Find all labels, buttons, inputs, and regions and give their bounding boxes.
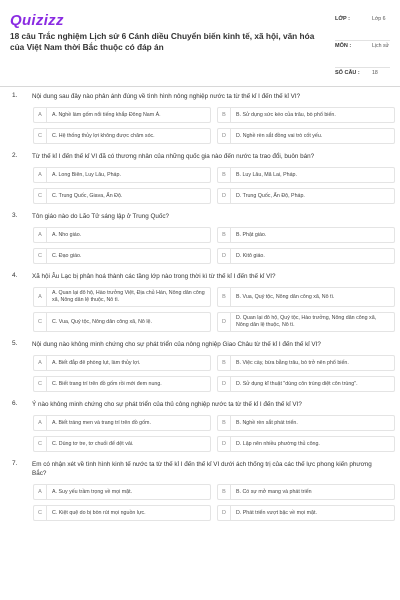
question-header [0,340,400,349]
option-letter: A [34,356,47,370]
options-grid [33,484,400,521]
option-letter: C [34,189,47,203]
option-letter: D [218,129,231,143]
option-letter: C [34,506,47,520]
question-number: 7. [12,460,18,467]
option-text: C. Đạo giáo. [52,252,82,259]
answer-option-1-b[interactable] [217,107,395,123]
answer-option-4-c[interactable] [33,312,211,332]
option-text: B. Việc cày, bừa bằng trâu, bò trở nên phổ biến. [236,359,349,366]
answer-option-4-d[interactable] [217,312,395,332]
worksheet-header [0,0,400,87]
grade-value: Lớp 6 [372,16,386,22]
meta-table [335,14,390,84]
answer-option-6-b[interactable] [217,415,395,431]
option-text: B. Có sự mở mang và phát triển [236,488,312,495]
option-letter: A [34,416,47,430]
count-value: 18 [372,70,378,76]
option-letter: B [218,416,231,430]
answer-option-7-c[interactable] [33,505,211,521]
option-letter: C [34,313,47,331]
option-text: B. Vua, Quý tộc, Nông dân công xã, Nô tì. [236,293,335,300]
question-1 [0,92,400,144]
option-text: D. Kitô giáo. [236,252,265,259]
answer-option-5-d[interactable] [217,376,395,392]
option-letter: C [34,249,47,263]
option-letter: B [218,356,231,370]
question-header [0,460,400,478]
option-text: A. Nho giáo. [52,231,82,238]
option-letter: A [34,168,47,182]
question-header [0,400,400,409]
meta-row-subject [335,41,390,68]
question-6 [0,400,400,452]
answer-option-4-b[interactable] [217,287,395,307]
question-number: 4. [12,272,18,279]
option-letter: C [34,437,47,451]
options-grid [33,355,400,392]
answer-option-7-b[interactable] [217,484,395,500]
option-letter: D [218,506,231,520]
option-letter: A [34,288,47,306]
answer-option-3-c[interactable] [33,248,211,264]
option-text: A. Nghề làm gốm nổi tiếng khắp Đông Nam Á. [52,111,161,118]
question-4 [0,272,400,332]
question-2 [0,152,400,204]
option-text: C. Dùng tơ tre, tơ chuối để dệt vải. [52,440,134,447]
question-3 [0,212,400,264]
answer-option-6-c[interactable] [33,436,211,452]
answer-option-2-b[interactable] [217,167,395,183]
option-text: A. Biết tráng men và trang trí trên đồ gốm. [52,419,151,426]
option-letter: A [34,108,47,122]
answer-option-5-a[interactable] [33,355,211,371]
option-text: C. Hệ thống thủy lợi không được chăm sóc. [52,132,155,139]
option-text: A. Long Biên, Luy Lâu, Pháp. [52,171,121,178]
options-grid [33,107,400,144]
question-header [0,212,400,221]
question-text: Tôn giáo nào do Lão Tử sáng lập ở Trung Quốc? [32,213,170,220]
option-text: C. Biết trang trí trên đồ gốm rồi mới đem nung. [52,380,162,387]
meta-row-count [335,68,390,84]
option-text: D. Nghề rèn sắt đồng vai trò cốt yếu. [236,132,323,139]
answer-option-6-a[interactable] [33,415,211,431]
option-letter: C [34,129,47,143]
answer-option-2-d[interactable] [217,188,395,204]
question-number: 2. [12,152,18,159]
question-header [0,272,400,281]
option-letter: D [218,189,231,203]
quizizz-logo: Quizizz [10,12,64,29]
question-number: 3. [12,212,18,219]
option-letter: B [218,108,231,122]
option-letter: D [218,377,231,391]
question-text: Từ thế kỉ I đến thế kỉ VI đã có thương nhân của những quốc gia nào đến nước ta trao đổi, buôn bán? [32,153,315,160]
option-letter: B [218,228,231,242]
answer-option-2-a[interactable] [33,167,211,183]
option-text: C. Vua, Quý tộc, Nông dân công xã, Nô lệ. [52,318,152,325]
question-header [0,92,400,101]
question-text: Nội dung sau đây nào phản ánh đúng về tình hình nông nghiệp nước ta từ thế kỉ I đến thế kỉ VI? [32,93,301,100]
option-text: B. Phật giáo. [236,231,267,238]
question-number: 1. [12,92,18,99]
options-grid [33,415,400,452]
option-letter: C [34,377,47,391]
question-text: Nội dung nào không minh chứng cho sự phát triển của nông nghiệp Giao Châu từ thế kỉ I đến thế kỉ VI? [32,341,321,348]
option-text: C. Trung Quốc, Giava, Ấn Độ. [52,192,123,199]
option-letter: D [218,437,231,451]
document-title: 18 câu Trắc nghiệm Lịch sử 6 Cánh diều Chuyển biến kinh tế, xã hội, văn hóa của Việt Nam thời Bắc thuộc có đáp án [10,31,315,52]
question-list [0,92,400,529]
answer-option-3-b[interactable] [217,227,395,243]
question-text: Ý nào không minh chứng cho sự phát triển của thủ công nghiệp nước ta từ thế kỉ I đến thế kỉ VI? [32,401,302,408]
answer-option-3-a[interactable] [33,227,211,243]
option-text: D. Trung Quốc, Ấn Độ, Pháp. [236,192,305,199]
option-text: A. Biết đắp đê phòng lụt, làm thủy lợi. [52,359,141,366]
question-7 [0,460,400,521]
option-text: B. Sử dụng sức kéo của trâu, bò phổ biến. [236,111,336,118]
answer-option-1-a[interactable] [33,107,211,123]
option-text: A. Suy yếu trầm trọng về mọi mặt. [52,488,133,495]
options-grid [33,227,400,264]
option-letter: A [34,228,47,242]
answer-option-6-d[interactable] [217,436,395,452]
answer-option-5-c[interactable] [33,376,211,392]
option-text: D. Quan lại đô hộ, Quý tộc, Hào trưởng, Nông dân công xã, Nông dân lệ thuộc, Nô tì. [236,315,377,328]
option-letter: D [218,249,231,263]
count-label: SỐ CÂU : [335,70,360,76]
option-text: A. Quan lại đô hộ, Hào trưởng Việt, Địa chủ Hán, Nông dân công xã, Nông dân lệ thuộc, Nô tì. [52,290,205,303]
options-grid [33,167,400,204]
option-text: D. Sử dụng kĩ thuật "dùng côn trùng diệt côn trùng". [236,380,358,387]
answer-option-1-d[interactable] [217,128,395,144]
option-text: D. Phát triển vượt bậc về mọi mặt. [236,509,317,516]
question-number: 5. [12,340,18,347]
subject-label: MÔN : [335,43,352,49]
answer-option-5-b[interactable] [217,355,395,371]
options-grid [33,287,400,332]
option-text: D. Lập nên nhiều phường thủ công. [236,440,320,447]
option-letter: D [218,313,231,331]
answer-option-7-a[interactable] [33,484,211,500]
answer-option-3-d[interactable] [217,248,395,264]
option-text: B. Luy Lâu, Mã Lai, Pháp. [236,171,297,178]
question-text: Xã hội Âu Lạc bị phân hoá thành các tầng lớp nào trong thời kì từ thế kỉ I đến thế kỉ VI? [32,273,276,280]
grade-label: LỚP : [335,16,350,22]
question-number: 6. [12,400,18,407]
meta-row-grade [335,14,390,41]
question-5 [0,340,400,392]
option-letter: A [34,485,47,499]
option-letter: B [218,168,231,182]
subject-value: Lịch sử [372,43,390,49]
option-text: C. Kiệt quệ do bị bòn rút mọi nguồn lực. [52,509,146,516]
option-letter: B [218,288,231,306]
answer-option-2-c[interactable] [33,188,211,204]
question-header [0,152,400,161]
option-letter: B [218,485,231,499]
answer-option-4-a[interactable] [33,287,211,307]
question-text: Em có nhận xét về tình hình kinh tế nước ta từ thế kỉ I đến thế kỉ VI dưới ách thống trị của các thế lực phong kiến phương Bắc? [32,461,372,477]
answer-option-1-c[interactable] [33,128,211,144]
option-text: B. Nghề rèn sắt phát triển. [236,419,298,426]
answer-option-7-d[interactable] [217,505,395,521]
